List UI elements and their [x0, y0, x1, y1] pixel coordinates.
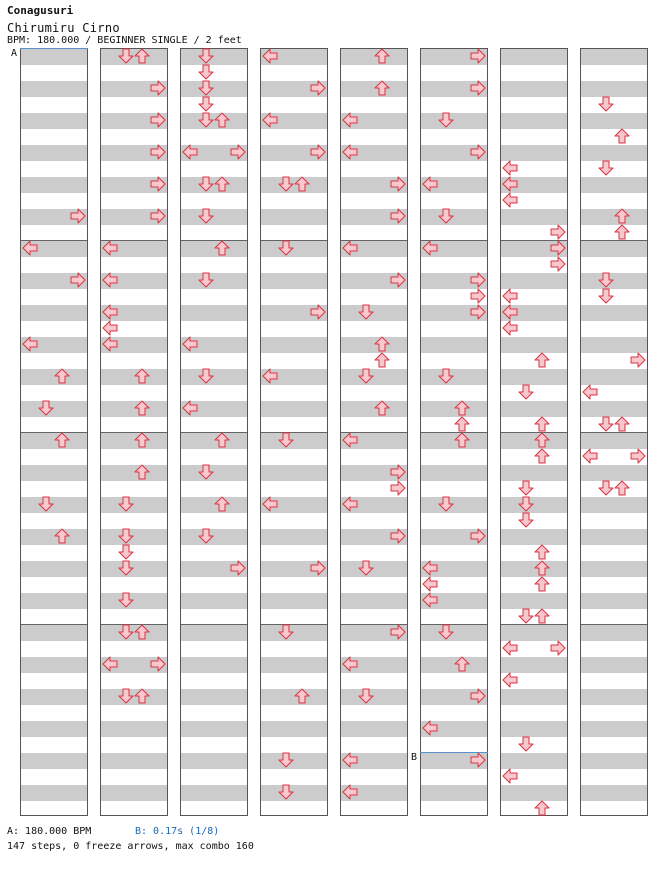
- step-arrow-down: [118, 624, 134, 640]
- beat-band: [261, 465, 327, 481]
- step-arrow-left: [342, 240, 358, 256]
- beat-band: [181, 49, 247, 65]
- step-arrow-up: [614, 416, 630, 432]
- step-arrow-right: [150, 208, 166, 224]
- beat-band: [101, 593, 167, 609]
- step-arrow-down: [358, 368, 374, 384]
- step-arrow-up: [534, 544, 550, 560]
- beat-band: [501, 81, 567, 97]
- beat-band: [341, 721, 407, 737]
- beat-band: [501, 657, 567, 673]
- step-arrow-up: [134, 432, 150, 448]
- beat-band: [581, 785, 647, 801]
- step-arrow-left: [22, 240, 38, 256]
- step-arrow-right: [310, 80, 326, 96]
- step-arrow-down: [598, 272, 614, 288]
- beat-band: [21, 113, 87, 129]
- beat-band: [501, 145, 567, 161]
- step-arrow-down: [198, 64, 214, 80]
- step-arrow-up: [454, 656, 470, 672]
- beat-band: [101, 561, 167, 577]
- step-arrow-down: [598, 160, 614, 176]
- step-arrow-left: [182, 144, 198, 160]
- step-arrow-right: [470, 144, 486, 160]
- beat-band: [21, 753, 87, 769]
- beat-band: [501, 497, 567, 513]
- beat-band: [181, 689, 247, 705]
- beat-band: [181, 593, 247, 609]
- step-arrow-right: [310, 144, 326, 160]
- beat-band: [581, 81, 647, 97]
- step-arrow-up: [214, 112, 230, 128]
- beat-band: [421, 209, 487, 225]
- step-arrow-right: [150, 112, 166, 128]
- step-arrow-left: [342, 752, 358, 768]
- beat-band: [261, 593, 327, 609]
- beat-band: [261, 337, 327, 353]
- beat-band: [421, 369, 487, 385]
- beat-band: [261, 657, 327, 673]
- step-arrow-down: [438, 496, 454, 512]
- step-arrow-down: [518, 736, 534, 752]
- beat-band: [501, 401, 567, 417]
- step-arrow-up: [454, 416, 470, 432]
- step-arrow-down: [38, 496, 54, 512]
- measure-line: [581, 624, 647, 625]
- beat-band: [501, 49, 567, 65]
- beat-band: [501, 369, 567, 385]
- beat-band: [501, 721, 567, 737]
- step-arrow-right: [550, 256, 566, 272]
- step-arrow-left: [502, 672, 518, 688]
- step-arrow-up: [214, 432, 230, 448]
- step-arrow-up: [534, 432, 550, 448]
- chart-info: BPM: 180.000 / BEGINNER SINGLE / 2 feet: [7, 35, 242, 46]
- beat-band: [101, 529, 167, 545]
- step-arrow-up: [214, 176, 230, 192]
- step-arrow-up: [534, 608, 550, 624]
- step-arrow-right: [150, 656, 166, 672]
- beat-band: [21, 721, 87, 737]
- step-arrow-down: [198, 464, 214, 480]
- step-arrow-right: [390, 176, 406, 192]
- beat-band: [261, 721, 327, 737]
- step-arrow-down: [198, 272, 214, 288]
- step-arrow-down: [278, 432, 294, 448]
- step-arrow-down: [598, 96, 614, 112]
- step-arrow-right: [630, 352, 646, 368]
- step-arrow-right: [150, 176, 166, 192]
- beat-band: [21, 785, 87, 801]
- step-arrow-left: [262, 112, 278, 128]
- beat-band: [21, 689, 87, 705]
- step-arrow-up: [614, 480, 630, 496]
- beat-band: [261, 401, 327, 417]
- step-arrow-right: [390, 464, 406, 480]
- step-arrow-down: [278, 752, 294, 768]
- beat-band: [21, 49, 87, 65]
- measure-line: [261, 240, 327, 241]
- step-arrow-up: [534, 448, 550, 464]
- step-arrow-left: [422, 560, 438, 576]
- step-arrow-right: [470, 272, 486, 288]
- step-arrow-down: [118, 528, 134, 544]
- step-arrow-up: [454, 400, 470, 416]
- beat-band: [501, 337, 567, 353]
- beat-band: [581, 657, 647, 673]
- beat-band: [581, 433, 647, 449]
- beat-band: [581, 689, 647, 705]
- beat-band: [21, 81, 87, 97]
- beat-band: [181, 529, 247, 545]
- measure-line: [181, 624, 247, 625]
- step-arrow-down: [278, 176, 294, 192]
- step-arrow-right: [230, 144, 246, 160]
- step-arrow-down: [198, 208, 214, 224]
- step-arrow-right: [310, 304, 326, 320]
- beat-band: [581, 113, 647, 129]
- step-arrow-down: [438, 368, 454, 384]
- step-arrow-down: [198, 528, 214, 544]
- beat-band: [581, 305, 647, 321]
- step-arrow-left: [502, 320, 518, 336]
- beat-band: [341, 561, 407, 577]
- beat-band: [501, 465, 567, 481]
- step-arrow-up: [134, 400, 150, 416]
- step-arrow-left: [22, 336, 38, 352]
- step-arrow-down: [598, 416, 614, 432]
- measure-line: [501, 624, 567, 625]
- step-arrow-down: [438, 624, 454, 640]
- beat-band: [581, 369, 647, 385]
- step-arrow-down: [518, 608, 534, 624]
- beat-band: [181, 657, 247, 673]
- step-arrow-up: [374, 48, 390, 64]
- step-arrow-down: [358, 304, 374, 320]
- beat-band: [21, 593, 87, 609]
- beat-band: [21, 657, 87, 673]
- beat-band: [181, 81, 247, 97]
- beat-band: [581, 593, 647, 609]
- beat-band: [341, 689, 407, 705]
- beat-band: [21, 145, 87, 161]
- beat-band: [581, 721, 647, 737]
- beat-band: [101, 753, 167, 769]
- step-arrow-right: [550, 640, 566, 656]
- beat-band: [501, 529, 567, 545]
- measure-line: [261, 624, 327, 625]
- step-arrow-right: [390, 208, 406, 224]
- beat-band: [581, 273, 647, 289]
- measure-line: [581, 432, 647, 433]
- step-arrow-right: [390, 272, 406, 288]
- step-arrow-down: [278, 784, 294, 800]
- step-arrow-left: [422, 240, 438, 256]
- beat-band: [581, 561, 647, 577]
- beat-band: [501, 753, 567, 769]
- step-arrow-left: [102, 304, 118, 320]
- step-arrow-up: [214, 496, 230, 512]
- step-arrow-up: [214, 240, 230, 256]
- step-arrow-down: [598, 288, 614, 304]
- beat-band: [101, 785, 167, 801]
- beat-band: [421, 625, 487, 641]
- step-arrow-right: [70, 272, 86, 288]
- step-arrow-left: [422, 576, 438, 592]
- step-arrow-right: [470, 80, 486, 96]
- step-arrow-left: [502, 640, 518, 656]
- beat-band: [501, 273, 567, 289]
- step-arrow-right: [70, 208, 86, 224]
- step-arrow-up: [134, 688, 150, 704]
- step-arrow-right: [310, 560, 326, 576]
- step-arrow-down: [118, 592, 134, 608]
- step-arrow-left: [342, 656, 358, 672]
- step-arrow-up: [134, 624, 150, 640]
- step-arrow-left: [102, 240, 118, 256]
- song-title: Chirumiru Cirno: [7, 21, 120, 35]
- beat-band: [261, 209, 327, 225]
- step-arrow-up: [534, 560, 550, 576]
- step-arrow-left: [342, 112, 358, 128]
- step-arrow-right: [390, 624, 406, 640]
- beat-band: [581, 497, 647, 513]
- beat-band: [181, 305, 247, 321]
- beat-band: [581, 529, 647, 545]
- step-arrow-down: [198, 112, 214, 128]
- beat-band: [21, 401, 87, 417]
- step-arrow-up: [614, 224, 630, 240]
- marker-a-line: [20, 48, 88, 49]
- beat-band: [181, 721, 247, 737]
- step-arrow-right: [230, 560, 246, 576]
- step-arrow-left: [102, 336, 118, 352]
- step-arrow-down: [358, 560, 374, 576]
- beat-band: [261, 273, 327, 289]
- beat-band: [21, 177, 87, 193]
- beat-band: [181, 465, 247, 481]
- step-arrow-down: [278, 624, 294, 640]
- marker-a: A: [11, 48, 18, 59]
- beat-band: [261, 785, 327, 801]
- step-arrow-right: [470, 752, 486, 768]
- step-arrow-left: [342, 784, 358, 800]
- step-arrow-left: [502, 176, 518, 192]
- step-arrow-left: [102, 656, 118, 672]
- step-arrow-left: [422, 592, 438, 608]
- step-arrow-up: [134, 464, 150, 480]
- step-arrow-up: [374, 352, 390, 368]
- beat-band: [421, 113, 487, 129]
- step-arrow-down: [198, 176, 214, 192]
- step-arrow-right: [390, 528, 406, 544]
- measure-line: [421, 624, 487, 625]
- step-arrow-down: [598, 480, 614, 496]
- step-arrow-right: [470, 688, 486, 704]
- step-arrow-left: [262, 496, 278, 512]
- step-arrow-left: [182, 336, 198, 352]
- step-arrow-down: [118, 48, 134, 64]
- step-arrow-up: [54, 432, 70, 448]
- step-arrow-down: [438, 112, 454, 128]
- beat-band: [261, 625, 327, 641]
- step-arrow-down: [518, 512, 534, 528]
- beat-band: [501, 785, 567, 801]
- step-arrow-down: [198, 48, 214, 64]
- beat-band: [421, 497, 487, 513]
- measure-line: [21, 624, 87, 625]
- step-arrow-down: [438, 208, 454, 224]
- beat-band: [181, 625, 247, 641]
- step-arrow-left: [262, 368, 278, 384]
- beat-band: [581, 401, 647, 417]
- step-arrow-left: [342, 496, 358, 512]
- step-arrow-up: [614, 128, 630, 144]
- step-arrow-up: [54, 528, 70, 544]
- beat-band: [261, 529, 327, 545]
- step-arrow-right: [150, 144, 166, 160]
- measure-line: [261, 432, 327, 433]
- step-arrow-up: [374, 400, 390, 416]
- step-arrow-right: [470, 48, 486, 64]
- step-arrow-left: [102, 272, 118, 288]
- offset-legend: B: 0.17s (1/8): [135, 826, 220, 837]
- step-arrow-up: [534, 416, 550, 432]
- beat-band: [581, 49, 647, 65]
- beat-band: [101, 721, 167, 737]
- beat-band: [181, 369, 247, 385]
- beat-band: [501, 689, 567, 705]
- step-arrow-left: [582, 448, 598, 464]
- step-arrow-right: [630, 448, 646, 464]
- step-arrow-up: [614, 208, 630, 224]
- beat-band: [581, 337, 647, 353]
- beat-band: [181, 753, 247, 769]
- step-arrow-down: [118, 544, 134, 560]
- chart-column: [580, 48, 648, 816]
- step-arrow-up: [294, 176, 310, 192]
- step-arrow-right: [150, 80, 166, 96]
- beat-band: [341, 305, 407, 321]
- step-arrow-left: [342, 432, 358, 448]
- step-arrow-down: [358, 688, 374, 704]
- step-arrow-right: [550, 224, 566, 240]
- step-arrow-up: [134, 48, 150, 64]
- beat-band: [261, 433, 327, 449]
- step-arrow-left: [502, 288, 518, 304]
- step-stats: 147 steps, 0 freeze arrows, max combo 160: [7, 841, 254, 852]
- step-arrow-up: [374, 336, 390, 352]
- step-arrow-left: [502, 192, 518, 208]
- step-arrow-up: [454, 432, 470, 448]
- beat-band: [581, 753, 647, 769]
- step-arrow-up: [54, 368, 70, 384]
- beat-band: [101, 497, 167, 513]
- beat-band: [501, 209, 567, 225]
- beat-band: [181, 785, 247, 801]
- step-arrow-left: [502, 304, 518, 320]
- beat-band: [501, 593, 567, 609]
- step-arrow-down: [198, 80, 214, 96]
- beat-band: [421, 785, 487, 801]
- step-arrow-left: [102, 320, 118, 336]
- step-arrow-left: [502, 768, 518, 784]
- step-arrow-down: [198, 96, 214, 112]
- beat-band: [421, 465, 487, 481]
- beat-band: [581, 145, 647, 161]
- step-arrow-left: [342, 144, 358, 160]
- step-arrow-right: [470, 304, 486, 320]
- step-arrow-up: [134, 368, 150, 384]
- beat-band: [581, 177, 647, 193]
- step-arrow-down: [518, 480, 534, 496]
- beat-band: [21, 305, 87, 321]
- step-arrow-up: [534, 800, 550, 816]
- step-arrow-left: [182, 400, 198, 416]
- beat-band: [501, 625, 567, 641]
- step-arrow-up: [374, 80, 390, 96]
- step-arrow-left: [422, 176, 438, 192]
- beat-band: [21, 465, 87, 481]
- beat-band: [501, 113, 567, 129]
- step-arrow-left: [502, 160, 518, 176]
- beat-band: [181, 209, 247, 225]
- beat-band: [261, 241, 327, 257]
- beat-band: [581, 465, 647, 481]
- beat-band: [341, 593, 407, 609]
- beat-band: [261, 753, 327, 769]
- step-arrow-down: [118, 560, 134, 576]
- step-arrow-left: [262, 48, 278, 64]
- step-arrow-up: [534, 576, 550, 592]
- step-arrow-down: [198, 368, 214, 384]
- beat-band: [21, 625, 87, 641]
- step-arrow-right: [390, 480, 406, 496]
- beat-band: [581, 241, 647, 257]
- step-arrow-up: [534, 352, 550, 368]
- marker-b-line: [420, 752, 488, 753]
- artist-name: Conagusuri: [7, 4, 74, 17]
- step-arrow-down: [518, 384, 534, 400]
- beat-band: [341, 369, 407, 385]
- step-arrow-right: [470, 528, 486, 544]
- step-arrow-down: [118, 496, 134, 512]
- marker-b: B: [411, 752, 418, 763]
- beat-band: [421, 337, 487, 353]
- step-arrow-left: [582, 384, 598, 400]
- bpm-legend: A: 180.000 BPM: [7, 826, 92, 837]
- beat-band: [181, 273, 247, 289]
- step-arrow-left: [422, 720, 438, 736]
- step-arrow-down: [38, 400, 54, 416]
- step-arrow-down: [118, 688, 134, 704]
- beat-band: [21, 497, 87, 513]
- step-arrow-up: [294, 688, 310, 704]
- beat-band: [21, 561, 87, 577]
- beat-band: [581, 625, 647, 641]
- measure-line: [581, 240, 647, 241]
- step-arrow-right: [550, 240, 566, 256]
- step-arrow-right: [470, 288, 486, 304]
- step-arrow-down: [518, 496, 534, 512]
- step-arrow-down: [278, 240, 294, 256]
